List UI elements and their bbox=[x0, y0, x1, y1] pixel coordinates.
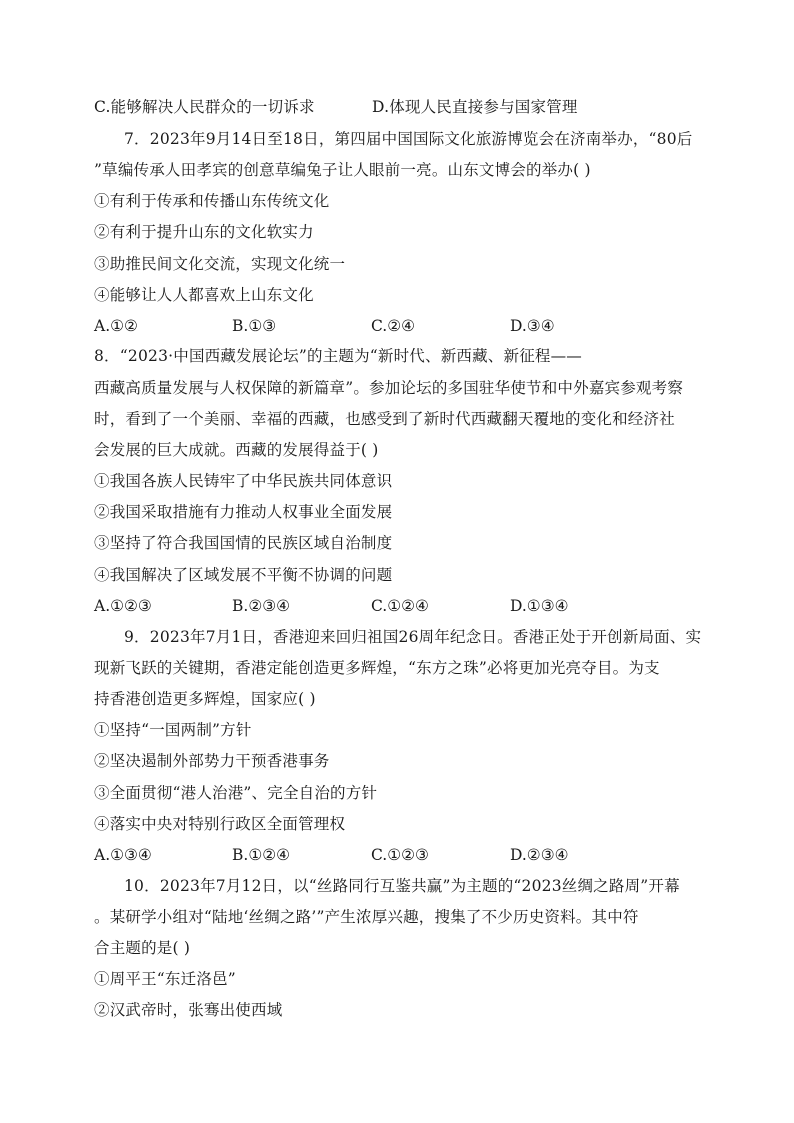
q9-statement-3: ③全面贯彻“港人治港”、完全自治的方针 bbox=[94, 784, 378, 802]
q10-statement-1: ①周平王“东迁洛邑” bbox=[94, 970, 236, 988]
q10-statement-2: ②汉武帝时，张骞出使西域 bbox=[94, 1001, 283, 1019]
q8-stem-line-4: 会发展的巨大成就。西藏的发展得益于( ) bbox=[94, 441, 379, 459]
q7-statement-3: ③助推民间文化交流，实现文化统一 bbox=[94, 255, 346, 273]
q9-stem-line-2: 现新飞跃的关键期，香港定能创造更多辉煌，“东方之珠”必将更加光亮夺目。为支 bbox=[94, 659, 660, 677]
q8-option-a[interactable]: A.①②③ bbox=[94, 597, 152, 615]
q7-stem-line-2: ”草编传承人田孝宾的创意草编兔子让人眼前一亮。山东文博会的举办( ) bbox=[94, 161, 591, 179]
q8-statement-2: ②我国采取措施有力推动人权事业全面发展 bbox=[94, 503, 393, 521]
q9-option-a[interactable]: A.①③④ bbox=[94, 846, 152, 864]
q9-option-c[interactable]: C.①②③ bbox=[371, 846, 429, 864]
q9-stem-line-3: 持香港创造更多辉煌，国家应( ) bbox=[94, 690, 316, 708]
q9-options bbox=[94, 845, 694, 865]
q7-statement-1: ①有利于传承和传播山东传统文化 bbox=[94, 192, 330, 210]
q6-option-d[interactable]: D.体现人民直接参与国家管理 bbox=[372, 98, 578, 116]
q10-stem-line-2: 。某研学小组对“陆地‘丝绸之路’”产生浓厚兴趣，搜集了不少历史资料。其中符 bbox=[94, 908, 639, 926]
q9-option-b[interactable]: B.①②④ bbox=[232, 846, 291, 864]
q7-stem-line-1: 7．2023年9月14日至18日，第四届中国国际文化旅游博览会在济南举办，“80后 bbox=[124, 130, 693, 148]
q9-stem-line-1: 9．2023年7月1日，香港迎来回归祖国26周年纪念日。香港正处于开创新局面、实 bbox=[124, 628, 702, 646]
q9-statement-4: ④落实中央对特别行政区全面管理权 bbox=[94, 815, 346, 833]
q8-option-d[interactable]: D.①③④ bbox=[510, 597, 569, 615]
q7-option-a[interactable]: A.①② bbox=[94, 317, 138, 335]
q9-statement-1: ①坚持“一国两制”方针 bbox=[94, 721, 252, 739]
q7-statement-4: ④能够让人人都喜欢上山东文化 bbox=[94, 286, 314, 304]
q7-option-b[interactable]: B.①③ bbox=[232, 317, 277, 335]
q8-stem-line-1: 8．“2023·中国西藏发展论坛”的主题为“新时代、新西藏、新征程—— bbox=[94, 347, 583, 365]
q9-statement-2: ②坚决遏制外部势力干预香港事务 bbox=[94, 752, 330, 770]
q8-stem-line-2: 西藏高质量发展与人权保障的新篇章”。参加论坛的多国驻华使节和中外嘉宾参观考察 bbox=[94, 379, 684, 397]
q8-statement-1: ①我国各族人民铸牢了中华民族共同体意识 bbox=[94, 472, 393, 490]
q7-option-d[interactable]: D.③④ bbox=[510, 317, 555, 335]
q10-stem-line-1: 10．2023年7月12日，以“丝路同行互鉴共赢”为主题的“2023丝绸之路周”开幕 bbox=[124, 877, 680, 895]
q8-options bbox=[94, 596, 694, 616]
q8-statement-4: ④我国解决了区域发展不平衡不协调的问题 bbox=[94, 566, 393, 584]
q8-statement-3: ③坚持了符合我国国情的民族区域自治制度 bbox=[94, 534, 393, 552]
q9-option-d[interactable]: D.②③④ bbox=[510, 846, 569, 864]
q6-option-c[interactable]: C.能够解决人民群众的一切诉求 bbox=[94, 98, 315, 116]
q8-option-c[interactable]: C.①②④ bbox=[371, 597, 429, 615]
q8-stem-line-3: 时，看到了一个美丽、幸福的西藏，也感受到了新时代西藏翻天覆地的变化和经济社 bbox=[94, 410, 675, 428]
q7-statement-2: ②有利于提升山东的文化软实力 bbox=[94, 223, 314, 241]
q7-option-c[interactable]: C.②④ bbox=[371, 317, 416, 335]
q8-option-b[interactable]: B.②③④ bbox=[232, 597, 291, 615]
q10-stem-line-3: 合主题的是( ) bbox=[94, 939, 191, 957]
q7-options bbox=[94, 316, 694, 336]
